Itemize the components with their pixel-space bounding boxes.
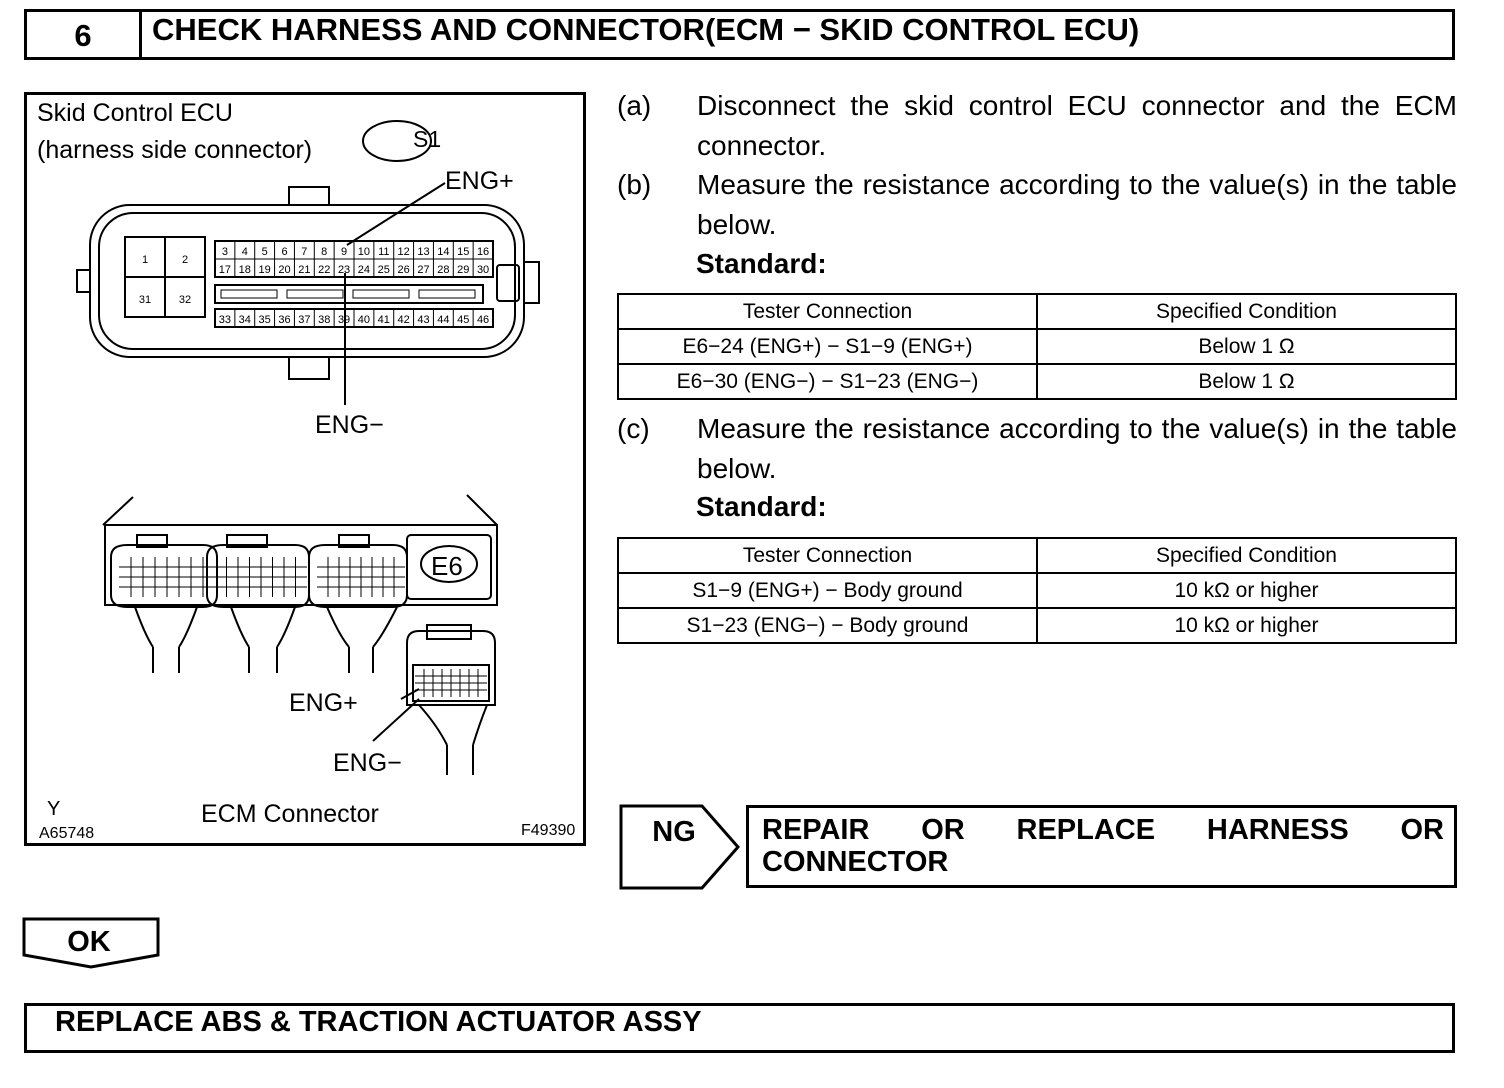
pin-label: 38 xyxy=(318,314,331,326)
pin-label: 41 xyxy=(377,314,390,326)
table-header-cell: Tester Connection xyxy=(618,538,1037,573)
table-header-cell: Specified Condition xyxy=(1037,538,1456,573)
pin-label: 14 xyxy=(437,246,450,258)
table-row xyxy=(618,573,1456,608)
corner-y: Y xyxy=(47,798,61,820)
pin-label: 23 xyxy=(337,264,351,276)
pin-label: 29 xyxy=(457,264,470,276)
pin-label: 42 xyxy=(397,314,410,326)
pin-label: 35 xyxy=(258,314,271,326)
pin-label: 21 xyxy=(298,264,311,276)
step-number: 6 xyxy=(27,12,142,57)
figure-code-left: A65748 xyxy=(39,825,95,842)
pin-label: 8 xyxy=(321,246,328,258)
pin-label: 36 xyxy=(278,314,291,326)
pin-label: 39 xyxy=(337,314,351,326)
table-cell: S1−23 (ENG−) − Body ground xyxy=(618,608,1037,643)
big-pin-label: 32 xyxy=(178,294,192,306)
pin-label: 43 xyxy=(417,314,430,326)
ok-arrow xyxy=(22,917,162,969)
table-cell: E6−30 (ENG−) − S1−23 (ENG−) xyxy=(618,364,1037,399)
spec-table-2 xyxy=(617,537,1457,644)
spec-table-1 xyxy=(617,293,1457,400)
step-c-text: Measure the resistance according to the value(s) in the table below. xyxy=(697,413,1457,484)
big-pin-label: 31 xyxy=(138,294,152,306)
pin-label: 11 xyxy=(378,246,390,258)
step-a-label: (a) xyxy=(617,90,652,121)
table-cell: 10 kΩ or higher xyxy=(1037,608,1456,643)
pin-label: 27 xyxy=(417,264,430,276)
step-c-label: (c) xyxy=(617,413,650,444)
ng-action-text: REPAIR OR REPLACE HARNESS OR CONNECTOR xyxy=(762,814,1444,878)
pin-label: 22 xyxy=(318,264,331,276)
table-header-row xyxy=(618,538,1456,573)
pin-label: 7 xyxy=(301,246,308,258)
pin-label: 37 xyxy=(298,314,311,326)
table-row xyxy=(618,329,1456,364)
pin-label: 19 xyxy=(258,264,271,276)
ecm-connector-drawing xyxy=(103,495,497,775)
ok-label: OK xyxy=(67,926,111,958)
pin-label: 17 xyxy=(218,264,232,276)
connector-drawing xyxy=(27,95,583,843)
big-pin-label: 2 xyxy=(181,254,189,266)
pin-label: 30 xyxy=(476,264,490,276)
final-action-box xyxy=(24,1003,1455,1053)
table-header-row xyxy=(618,294,1456,329)
eng-plus-label: ENG+ xyxy=(445,167,514,195)
s1-label: S1 xyxy=(413,126,442,152)
pin-label: 6 xyxy=(281,246,288,258)
step-a-text: Disconnect the skid control ECU connector and the ECM connector. xyxy=(697,90,1457,161)
pin-label: 16 xyxy=(476,246,490,258)
pin-label: 24 xyxy=(357,264,371,276)
pin-label: 46 xyxy=(476,314,490,326)
ng-action-box xyxy=(746,805,1457,888)
table-row xyxy=(618,364,1456,399)
pin-label: 45 xyxy=(457,314,470,326)
pin-label: 15 xyxy=(457,246,470,258)
table-cell: E6−24 (ENG+) − S1−9 (ENG+) xyxy=(618,329,1037,364)
step-title: CHECK HARNESS AND CONNECTOR(ECM − SKID CONTROL ECU) xyxy=(152,12,1140,47)
standard-label-b: Standard: xyxy=(696,248,827,279)
skid-ecu-title: Skid Control ECU xyxy=(37,99,233,127)
standard-label-c: Standard: xyxy=(696,491,827,522)
table-cell: Below 1 Ω xyxy=(1037,329,1456,364)
table-cell: Below 1 Ω xyxy=(1037,364,1456,399)
pin-label: 3 xyxy=(221,246,228,258)
pin-label: 34 xyxy=(238,314,251,326)
pin-label: 12 xyxy=(397,246,410,258)
table-cell: 10 kΩ or higher xyxy=(1037,573,1456,608)
ng-label: NG xyxy=(652,816,696,848)
pin-label: 4 xyxy=(241,246,248,258)
pin-label: 9 xyxy=(341,246,348,258)
pin-label: 10 xyxy=(357,246,371,258)
big-pin-label: 1 xyxy=(141,254,149,266)
ecm-eng-plus-label: ENG+ xyxy=(289,689,358,717)
pin-label: 28 xyxy=(437,264,450,276)
step-header xyxy=(24,9,1455,60)
skid-ecu-subtitle: (harness side connector) xyxy=(37,136,313,164)
pin-label: 25 xyxy=(377,264,390,276)
pin-label: 33 xyxy=(218,314,232,326)
pin-label: 20 xyxy=(278,264,291,276)
pin-label: 44 xyxy=(437,314,450,326)
step-b-label: (b) xyxy=(617,169,652,200)
figure-code-right: F49390 xyxy=(521,822,576,839)
table-header-cell: Tester Connection xyxy=(618,294,1037,329)
pin-label: 26 xyxy=(397,264,410,276)
ecm-caption: ECM Connector xyxy=(201,800,379,828)
table-cell: S1−9 (ENG+) − Body ground xyxy=(618,573,1037,608)
pin-label: 5 xyxy=(261,246,268,258)
ecm-eng-minus-label: ENG− xyxy=(333,749,402,777)
pin-label: 40 xyxy=(357,314,371,326)
eng-minus-label: ENG− xyxy=(315,411,384,439)
pin-label: 13 xyxy=(417,246,430,258)
table-header-cell: Specified Condition xyxy=(1037,294,1456,329)
pin-label: 18 xyxy=(238,264,251,276)
ng-arrow xyxy=(618,803,744,891)
connector-figure xyxy=(24,92,586,846)
skid-connector-body xyxy=(90,205,524,357)
final-action-text: REPLACE ABS & TRACTION ACTUATOR ASSY xyxy=(55,1006,702,1038)
step-b-text: Measure the resistance according to the value(s) in the table below. xyxy=(697,169,1457,240)
e6-label: E6 xyxy=(431,551,463,581)
table-row xyxy=(618,608,1456,643)
